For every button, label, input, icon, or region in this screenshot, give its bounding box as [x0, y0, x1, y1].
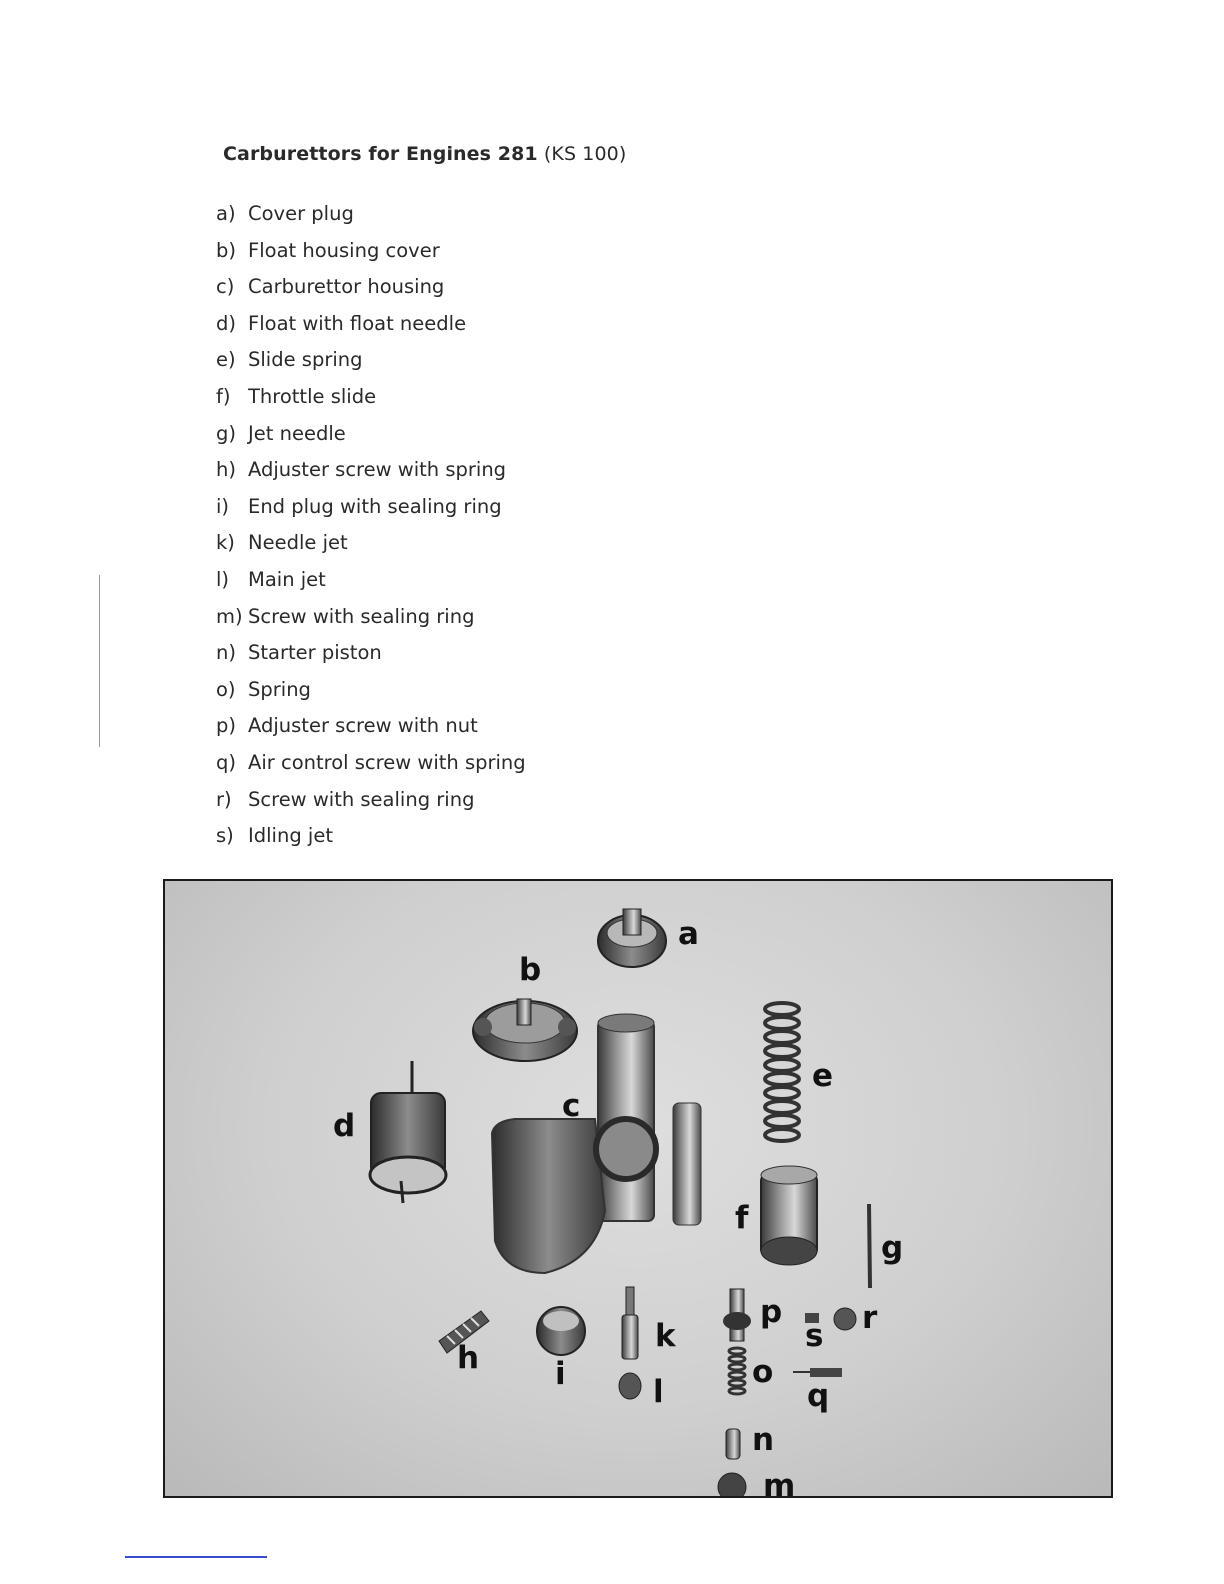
parts-list-item [216, 271, 526, 308]
parts-list-item [216, 637, 526, 674]
parts-list-item [216, 308, 526, 345]
part-label: Adjuster screw with nut [248, 714, 478, 738]
margin-rule [99, 575, 100, 747]
photo-label-b: b [519, 952, 542, 988]
part-key: k) [216, 531, 235, 555]
parts-list-item [216, 344, 526, 381]
part-key: b) [216, 238, 236, 262]
needle-jet-part [622, 1287, 638, 1359]
photo-label-d: d [333, 1108, 356, 1144]
part-key: l) [216, 567, 230, 591]
part-label: End plug with sealing ring [248, 494, 502, 518]
slide-spring-part [765, 1003, 799, 1141]
part-key: d) [216, 311, 236, 335]
photo-label-h: h [457, 1340, 480, 1376]
photo-label-i: i [555, 1356, 566, 1392]
part-label: Throttle slide [248, 384, 377, 408]
part-key: q) [216, 750, 236, 774]
parts-list-item [216, 820, 526, 857]
exploded-parts-photo [163, 879, 1113, 1498]
part-label: Air control screw with spring [248, 750, 526, 774]
parts-list-item [216, 747, 526, 784]
part-label: Float with float needle [248, 311, 467, 335]
starter-spring-part [729, 1348, 745, 1394]
part-label: Float housing cover [248, 238, 440, 262]
screw-sealing-ring-part-r [834, 1308, 856, 1330]
part-label: Spring [248, 677, 311, 701]
part-label: Screw with sealing ring [248, 604, 475, 628]
part-label: Cover plug [248, 202, 354, 225]
parts-list-item [216, 454, 526, 491]
adjuster-screw-nut-part [723, 1289, 751, 1341]
float-housing-cover-part [473, 999, 577, 1061]
photo-label-o: o [752, 1354, 774, 1390]
air-control-screw-part [793, 1368, 842, 1377]
part-key: a) [216, 202, 236, 225]
parts-list [216, 198, 526, 857]
photo-label-f: f [735, 1200, 749, 1236]
float-part [370, 1061, 446, 1203]
part-label: Slide spring [248, 348, 363, 372]
screw-sealing-ring-part-m [718, 1473, 746, 1496]
part-key: i) [216, 494, 230, 518]
part-key: h) [216, 458, 236, 482]
throttle-slide-part [761, 1166, 817, 1265]
part-key: c) [216, 275, 235, 299]
end-plug-part [537, 1307, 585, 1355]
part-label: Screw with sealing ring [248, 787, 475, 811]
parts-list-item [216, 710, 526, 747]
footer-link-underline[interactable] [125, 1556, 267, 1558]
photo-label-n: n [752, 1422, 775, 1458]
page-title [223, 143, 626, 165]
parts-list-item [216, 784, 526, 821]
photo-label-p: p [760, 1294, 783, 1330]
photo-label-k: k [655, 1318, 676, 1354]
part-label: Carburettor housing [248, 275, 445, 299]
part-label: Main jet [248, 567, 326, 591]
photo-label-m: m [763, 1468, 796, 1498]
parts-list-item [216, 235, 526, 272]
photo-label-s: s [805, 1318, 824, 1354]
part-label: Idling jet [248, 824, 333, 848]
main-jet-part [619, 1373, 641, 1399]
parts-illustration [165, 881, 1111, 1496]
part-key: o) [216, 677, 236, 701]
part-key: n) [216, 641, 236, 665]
part-label: Starter piston [248, 641, 382, 665]
part-key: s) [216, 824, 234, 848]
part-label: Jet needle [248, 421, 346, 445]
parts-list-item [216, 381, 526, 418]
parts-list-item [216, 527, 526, 564]
part-key: f) [216, 384, 231, 408]
part-key: r) [216, 787, 232, 811]
parts-list-item [216, 198, 526, 235]
photo-label-a: a [678, 916, 699, 952]
parts-list-item [216, 491, 526, 528]
title-main: Carburettors for Engines 281 [223, 143, 538, 165]
photo-label-q: q [807, 1378, 830, 1414]
photo-label-e: e [812, 1058, 834, 1094]
parts-list-item [216, 674, 526, 711]
photo-label-r: r [862, 1300, 878, 1336]
part-key: m) [216, 604, 243, 628]
photo-label-g: g [881, 1230, 904, 1266]
cover-plug-part [598, 909, 666, 967]
jet-needle-part [869, 1204, 870, 1288]
starter-piston-part [726, 1429, 740, 1459]
photo-label-c: c [562, 1088, 581, 1124]
part-label: Needle jet [248, 531, 348, 555]
photo-label-l: l [653, 1374, 664, 1410]
parts-list-item [216, 418, 526, 455]
part-key: p) [216, 714, 236, 738]
title-model: (KS 100) [543, 143, 627, 165]
part-label: Adjuster screw with spring [248, 458, 507, 482]
parts-list-item [216, 564, 526, 601]
part-key: g) [216, 421, 236, 445]
part-key: e) [216, 348, 236, 372]
parts-list-item [216, 601, 526, 638]
